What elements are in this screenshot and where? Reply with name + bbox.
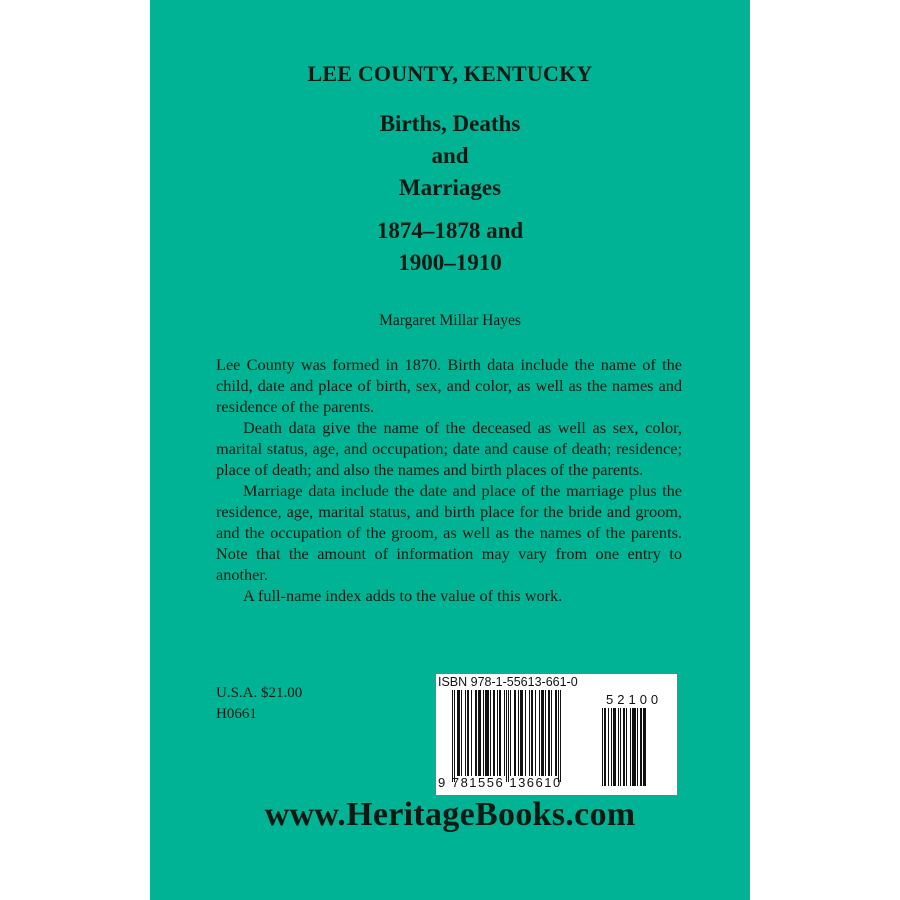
item-code: H0661 xyxy=(216,706,257,722)
price: U.S.A. $21.00 xyxy=(216,685,303,701)
publisher-website: www.HeritageBooks.com xyxy=(264,796,636,833)
book-title: LEE COUNTY, KENTUCKY xyxy=(307,61,593,86)
barcode-bars-icon xyxy=(452,690,561,776)
book-subtitle xyxy=(150,108,750,204)
date-line: 1900–1910 xyxy=(398,250,502,275)
subtitle-line: and xyxy=(431,143,469,168)
subtitle-line: Marriages xyxy=(398,175,502,200)
blurb-paragraph: Lee County was formed in 1870. Birth data include the name of the child, date and place of birth, sex, and color, as well as the names and residence of the parents. xyxy=(216,355,682,416)
date-range xyxy=(150,215,750,279)
book-back-cover xyxy=(150,0,750,900)
author-name: Margaret Millar Hayes xyxy=(379,312,521,329)
price-block xyxy=(216,683,302,725)
barcode-digits: 9 781556 136610 xyxy=(438,775,562,790)
description-blurb xyxy=(216,354,682,606)
addon-bars-icon xyxy=(602,708,646,786)
barcode-addon-digits: 52100 xyxy=(606,692,663,707)
blurb-paragraph: Marriage data include the date and place of the marriage plus the residence, age, marital status, and birth place for the bride and groom, and the occupation of the groom, as well as the names of the parents. Note that the amount of information may vary from one entry to another. xyxy=(216,481,682,584)
isbn-barcode xyxy=(436,674,677,795)
subtitle-line: Births, Deaths xyxy=(379,111,521,136)
isbn-label: ISBN 978-1-55613-661-0 xyxy=(438,675,578,689)
date-line: 1874–1878 and xyxy=(376,218,524,243)
blurb-paragraph: A full-name index adds to the value of this work. xyxy=(243,586,563,605)
blurb-paragraph: Death data give the name of the deceased as well as sex, color, marital status, age, and occupation; date and cause of death; residence; place of death; and also the names and birth places of the parents. xyxy=(216,418,682,479)
